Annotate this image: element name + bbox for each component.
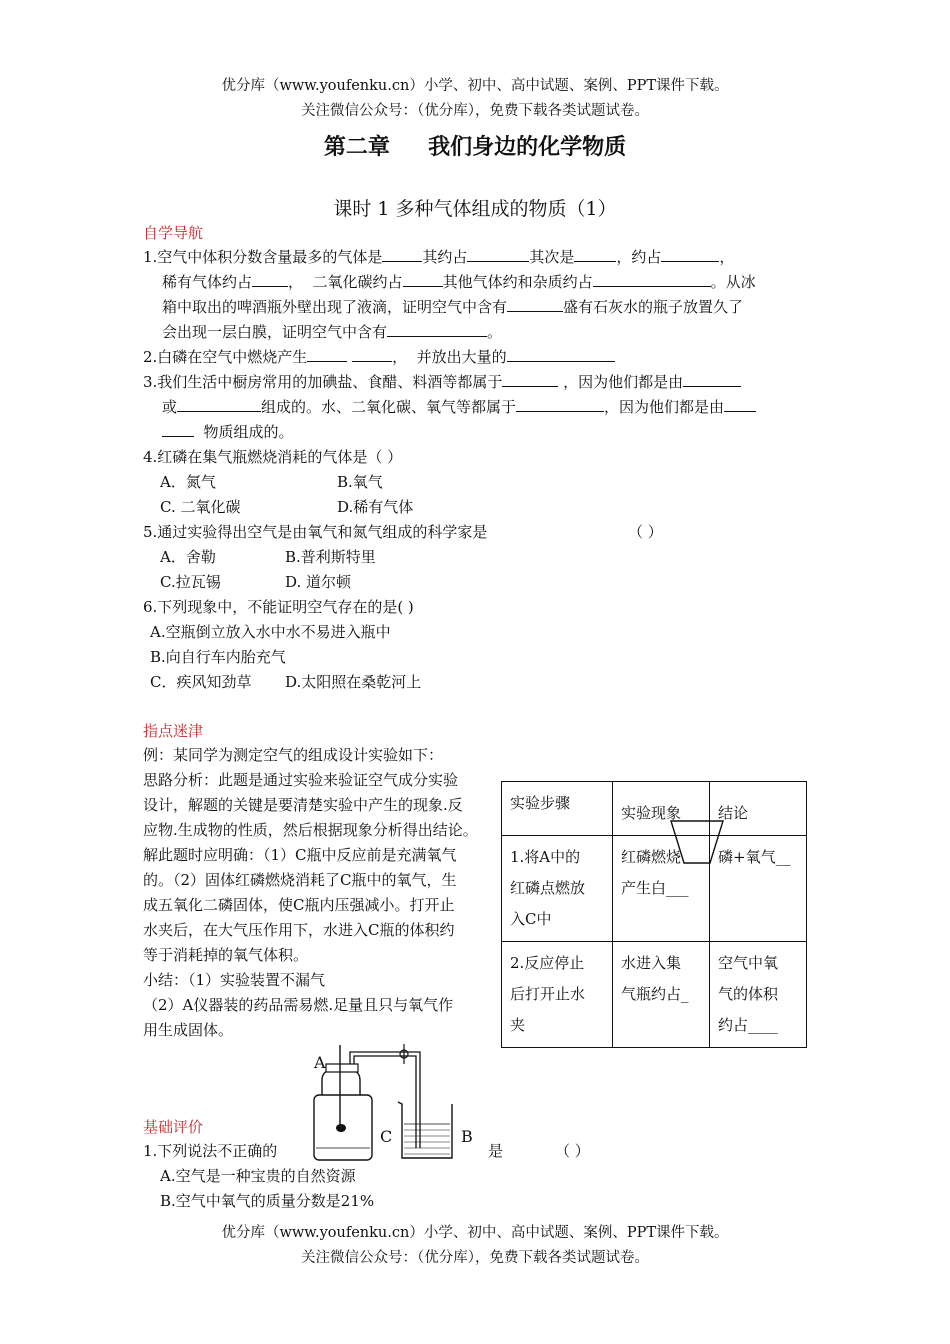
table-cell: 红磷燃烧 产生白___ [613,836,710,942]
table-header-phenomena: 实验现象 [613,782,710,836]
section-guidance: 指点迷津 [143,722,204,740]
header-line-2: 关注微信公众号：（优分库），免费下载各类试题试卷。 [301,103,649,119]
q4-option-a: A．氮气 [160,473,216,491]
footer-line-2: 关注微信公众号：（优分库），免费下载各类试题试卷。 [301,1250,649,1266]
section-basic-eval: 基础评价 [143,1118,204,1136]
q2-line: 2.白磷在空气中燃烧产生 ， 并放出大量的 [143,345,615,370]
chapter-title: 第二章 我们身边的化学物质 [323,135,627,160]
diagram-label-b: B [461,1127,473,1146]
table-header-conclusion: 结论 [710,782,807,836]
basic-q1-option-b: B.空气中氧气的质量分数是21% [160,1192,375,1210]
guidance-line-11: （2）A仪器装的药品需易燃.足量且只与氧气作 [143,996,454,1014]
table-cell: 空气中氧 气的体积 约占____ [710,942,807,1048]
section-self-study: 自学导航 [143,224,204,242]
table-header-steps: 实验步骤 [502,782,613,836]
q1-line-2: 稀有气体约占 ， 二氧化碳约占 其他气体约和杂质约占 。从冰 [162,273,756,291]
q3-line-3: 物质组成的。 [162,420,294,445]
header-line-1: 优分库（www.youfenku.cn）小学、初中、高中试题、案例、PPT课件下载。 [221,78,729,94]
q3-line-1: 3.我们生活中橱房常用的加碘盐、食醋、料酒等都属于 ，因为他们都是由 [143,370,741,395]
basic-q1-stem-end: 是 [488,1142,504,1160]
q5-stem: 5.通过实验得出空气是由氧气和氮气组成的科学家是 [143,523,488,541]
diagram-label-a: A [314,1053,326,1072]
table-row [502,942,807,1048]
table-cell: 水进入集 气瓶约占_ [613,942,710,1048]
footer-line-1: 优分库（www.youfenku.cn）小学、初中、高中试题、案例、PPT课件下载。 [221,1225,729,1241]
q6-option-d: D.太阳照在桑乾河上 [285,673,422,691]
q5-option-a: A．舍勒 [160,548,216,566]
diagram-label-c: C [380,1127,393,1146]
basic-q1-stem: 1.下列说法不正确的 [143,1142,278,1160]
guidance-line-5: 解此题时应明确：（1）C瓶中反应前是充满氧气 [143,846,457,864]
q6-option-a: A.空瓶倒立放入水中水不易进入瓶中 [150,623,391,641]
table-cell: 1.将A中的 红磷点燃放 入C中 [502,836,613,942]
guidance-line-10: 小结：（1）实验装置不漏气 [143,971,326,989]
guidance-line-9: 等于消耗掉的氧气体积。 [143,946,309,964]
table-cell: 磷+氧气__ [710,836,807,942]
q3-line-2: 或 组成的。水、二氧化碳、氧气等都属于 ，因为他们都是由 [162,395,756,420]
q6-option-c: C．疾风知劲草 [150,673,252,691]
q5-option-c: C.拉瓦锡 [160,573,221,591]
q6-stem: 6.下列现象中，不能证明空气存在的是( ) [143,598,414,616]
table-cell: 2.反应停止 后打开止水 夹 [502,942,613,1048]
q4-option-b: B.氧气 [337,473,383,491]
basic-q1-option-a: A.空气是一种宝贵的自然资源 [160,1167,356,1185]
guidance-line-2: 思路分析：此题是通过实验来验证空气成分实验 [143,771,459,789]
q5-option-d: D. 道尔顿 [285,573,352,591]
q4-stem: 4.红磷在集气瓶燃烧消耗的气体是（ ） [143,448,403,466]
q1-line-1: 1.空气中体积分数含量最多的气体是 其约占 其次是 ，约占 ， [143,248,735,266]
experiment-table [501,781,807,1048]
guidance-line-6: 的。（2）固体红磷燃烧消耗了C瓶中的氧气，生 [143,871,457,889]
table-row [502,836,807,942]
table-header-row [502,782,807,836]
guidance-line-1: 例：某同学为测定空气的组成设计实验如下： [143,746,444,764]
q1-line-3: 箱中取出的啤酒瓶外壁出现了液滴，证明空气中含有 盛有石灰水的瓶子放置久了 [162,298,744,316]
basic-q1-paren: （ ） [555,1142,590,1160]
q4-option-c: C. 二氧化碳 [160,498,241,516]
funnel-shape [668,818,728,868]
q5-paren: （ ） [628,523,663,541]
guidance-line-8: 水夹后，在大气压作用下，水进入C瓶的体积约 [143,921,455,939]
q4-option-d: D.稀有气体 [337,498,414,516]
q5-option-b: B.普利斯特里 [285,548,376,566]
guidance-line-4: 应物.生成物的性质，然后根据现象分析得出结论。 [143,821,478,839]
guidance-line-3: 设计，解题的关键是要清楚实验中产生的现象.反 [143,796,463,814]
guidance-line-7: 成五氧化二磷固体，使C瓶内压强减小。打开止 [143,896,455,914]
q1-line-4: 会出现一层白膜，证明空气中含有 。 [162,323,503,341]
q6-option-b: B.向自行车内胎充气 [150,648,286,666]
lesson-title: 课时 1 多种气体组成的物质（1） [333,198,617,220]
guidance-line-12: 用生成固体。 [143,1021,234,1039]
apparatus-diagram [300,1040,490,1165]
